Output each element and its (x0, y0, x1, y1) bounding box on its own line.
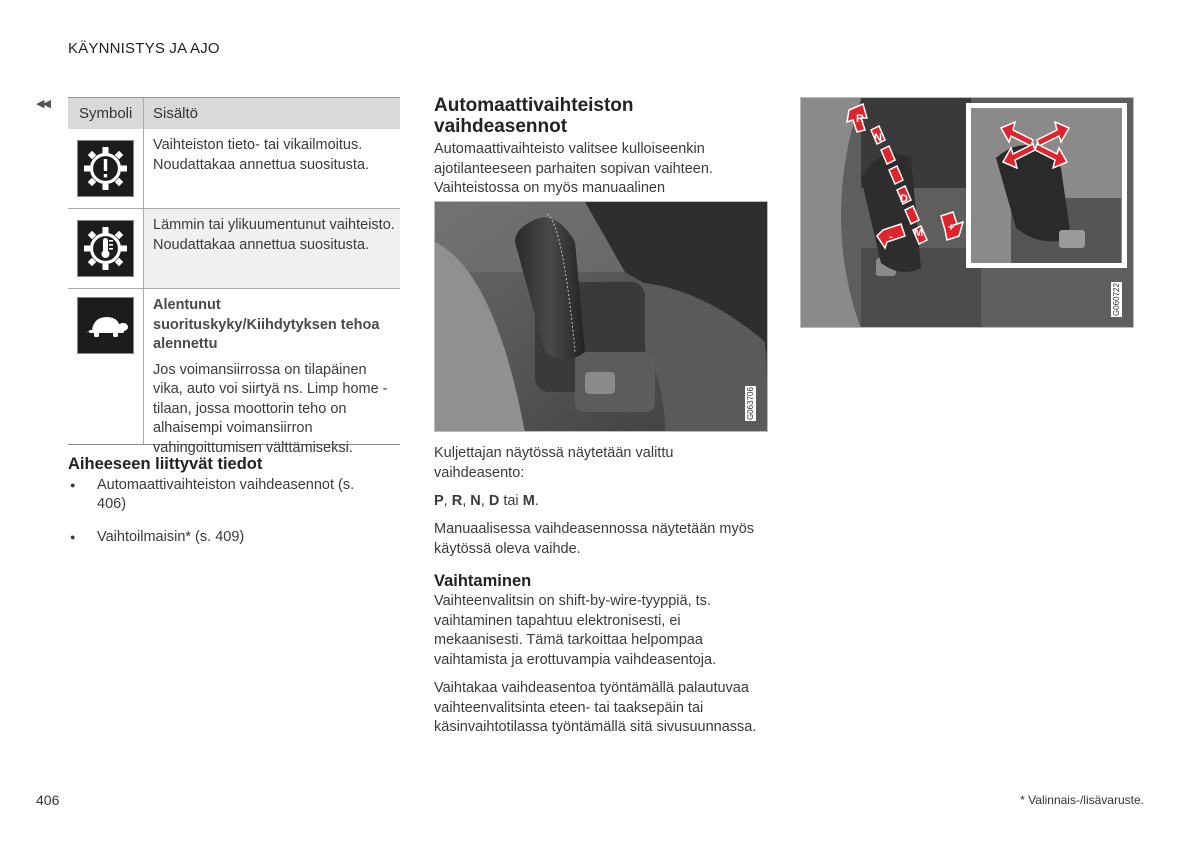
gear-n: N (470, 493, 481, 509)
gear-selector-photo (434, 201, 768, 432)
gear-label-n: N (874, 132, 882, 144)
back-marker-icon[interactable]: ◀◀ (36, 98, 49, 110)
shifting-paragraph-2: Vaihtakaa vaihdeasentoa työntämällä palautuvaa vaihteenvalitsinta eteen- tai taaksepäin tai käsinvaihtotilassa työntämällä sitä sivusuunnassa. (434, 680, 757, 735)
row-text: Jos voimansiirrossa on tilapäinen vika, auto voi siirtyä ns. Limp home -tilaan, jossa moottorin teho on alhaisempi voimansiirron vahingoittumisen välttämiseksi. (153, 361, 388, 456)
gear-r: R (451, 493, 463, 509)
symbol-table (68, 97, 400, 456)
manual-text: Manuaalisessa vaihdeasennossa näytetään myös käytössä oleva vaihde. (434, 521, 755, 557)
col-content-header: Sisältö (153, 105, 199, 122)
related-title: Aiheeseen liittyvät tiedot (68, 455, 263, 473)
photo-code: G063706 (746, 387, 755, 420)
intro-text: Automaattivaihteisto valitsee kulloiseenkin ajotilanteeseen parhaiten sopivan vaihteen. Vaihteistossa on myös manuaalinen (434, 141, 713, 196)
page-number: 406 (36, 792, 60, 808)
shifting-paragraph-1: Vaihteenvalitsin on shift-by-wire-tyyppiä, ts. vaihtaminen tapahtuu elektronisesti, ei mekaanisesti. Tämä tarkoittaa helpompaa vaihtamista ja erottuvampia vaihdeasentoja. (434, 593, 717, 668)
row-text: Vaihteiston tieto- tai vikailmoitus. Noudattakaa annettua suositusta. (153, 137, 370, 173)
section-title: KÄYNNISTYS JA AJO (68, 40, 220, 57)
diagram-code: G060722 (1112, 283, 1121, 316)
main-heading: Automaattivaihteiston vaihdeasennot (434, 95, 634, 137)
gears-or: tai (503, 493, 519, 509)
gear-label-minus: - (889, 231, 893, 243)
gear-label-d: D (900, 193, 908, 205)
after-photo-text: Kuljettajan näytössä näytetään valittu vaihdeasento: (434, 445, 674, 481)
col-symbol-header: Symboli (68, 98, 144, 129)
table-row (68, 209, 400, 289)
gear-thermometer-icon (77, 220, 134, 277)
gear-label-m: M (914, 227, 924, 239)
footnote: * Valinnais-/lisävaruste. (1020, 793, 1144, 807)
related-list (68, 476, 368, 561)
gear-exclamation-icon (77, 140, 134, 197)
gear-label-plus: + (948, 222, 955, 234)
table-row (68, 289, 400, 456)
gear-d: D (488, 493, 500, 509)
shifting-heading: Vaihtaminen (434, 572, 532, 590)
gears-line: P, R, N, D tai M. (434, 493, 539, 509)
related-link-2[interactable]: ● Vaihtoilmaisin* (s. 409) (68, 528, 368, 547)
shift-pattern-diagram (800, 97, 1134, 328)
table-row (68, 129, 400, 209)
gear-p: P (434, 493, 444, 509)
gear-m: M (522, 493, 535, 509)
row-text: Lämmin tai ylikuumentunut vaihteisto. Noudattakaa annettua suositusta. (144, 209, 400, 288)
row-title: Alentunut suorituskyky/Kiihdytyksen tehoa alennettu (153, 297, 380, 352)
turtle-icon (77, 297, 134, 354)
table-header (68, 97, 400, 129)
gear-label-r: R (856, 113, 864, 125)
related-link-1[interactable]: ● Automaattivaihteiston vaihdeasennot (s. 406) (68, 476, 368, 514)
